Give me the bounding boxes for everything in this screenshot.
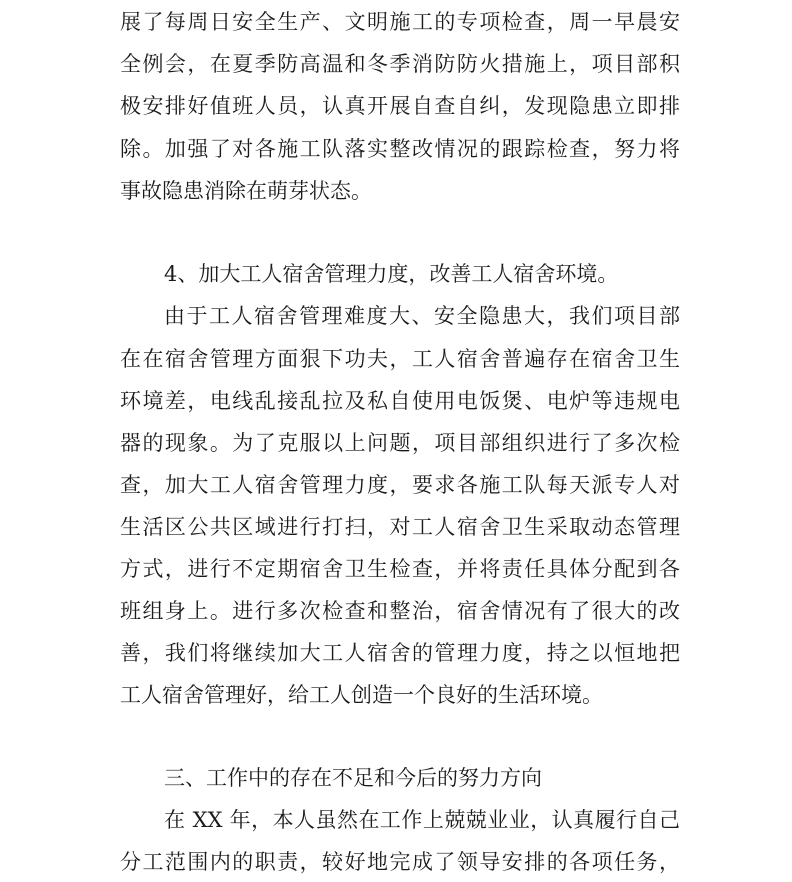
paragraph-line: 由于工人宿舍管理难度大、安全隐患大，我们项目部 [164, 304, 680, 328]
paragraph-line: 全例会，在夏季防高温和冬季消防防火措施上，项目部积 [120, 52, 680, 76]
paragraph-line: 工人宿舍管理好，给工人创造一个良好的生活环境。 [120, 683, 603, 707]
section-heading: 三、工作中的存在不足和今后的努力方向 [164, 766, 542, 790]
paragraph-line: 查，加大工人宿舍管理力度，要求各施工队每天派专人对 [120, 473, 680, 497]
paragraph-line: 分工范围内的职责，较好地完成了领导安排的各项任务， [120, 850, 680, 874]
paragraph-line: 善，我们将继续加大工人宿舍的管理力度，持之以恒地把 [120, 641, 680, 665]
paragraph-line: 事故隐患消除在萌芽状态。 [120, 179, 372, 203]
paragraph-line: 生活区公共区域进行打扫，对工人宿舍卫生采取动态管理 [120, 515, 680, 539]
paragraph-line: 器的现象。为了克服以上问题，项目部组织进行了多次检 [120, 431, 680, 455]
paragraph-line: 在 XX 年，本人虽然在工作上兢兢业业，认真履行自己 [164, 808, 680, 832]
section-heading: 4、加大工人宿舍管理力度，改善工人宿舍环境。 [164, 262, 619, 286]
paragraph-line: 极安排好值班人员，认真开展自查自纠，发现隐患立即排 [120, 94, 680, 118]
paragraph-line: 环境差，电线乱接乱拉及私自使用电饭煲、电炉等违规电 [120, 389, 680, 413]
paragraph-line: 在在宿舍管理方面狠下功夫，工人宿舍普遍存在宿舍卫生 [120, 347, 680, 371]
paragraph-line: 除。加强了对各施工队落实整改情况的跟踪检查，努力将 [120, 137, 680, 161]
paragraph-line: 展了每周日安全生产、文明施工的专项检查，周一早晨安 [120, 10, 680, 34]
paragraph-line: 班组身上。进行多次检查和整治，宿舍情况有了很大的改 [120, 599, 680, 623]
paragraph-line: 方式，进行不定期宿舍卫生检查，并将责任具体分配到各 [120, 557, 680, 581]
